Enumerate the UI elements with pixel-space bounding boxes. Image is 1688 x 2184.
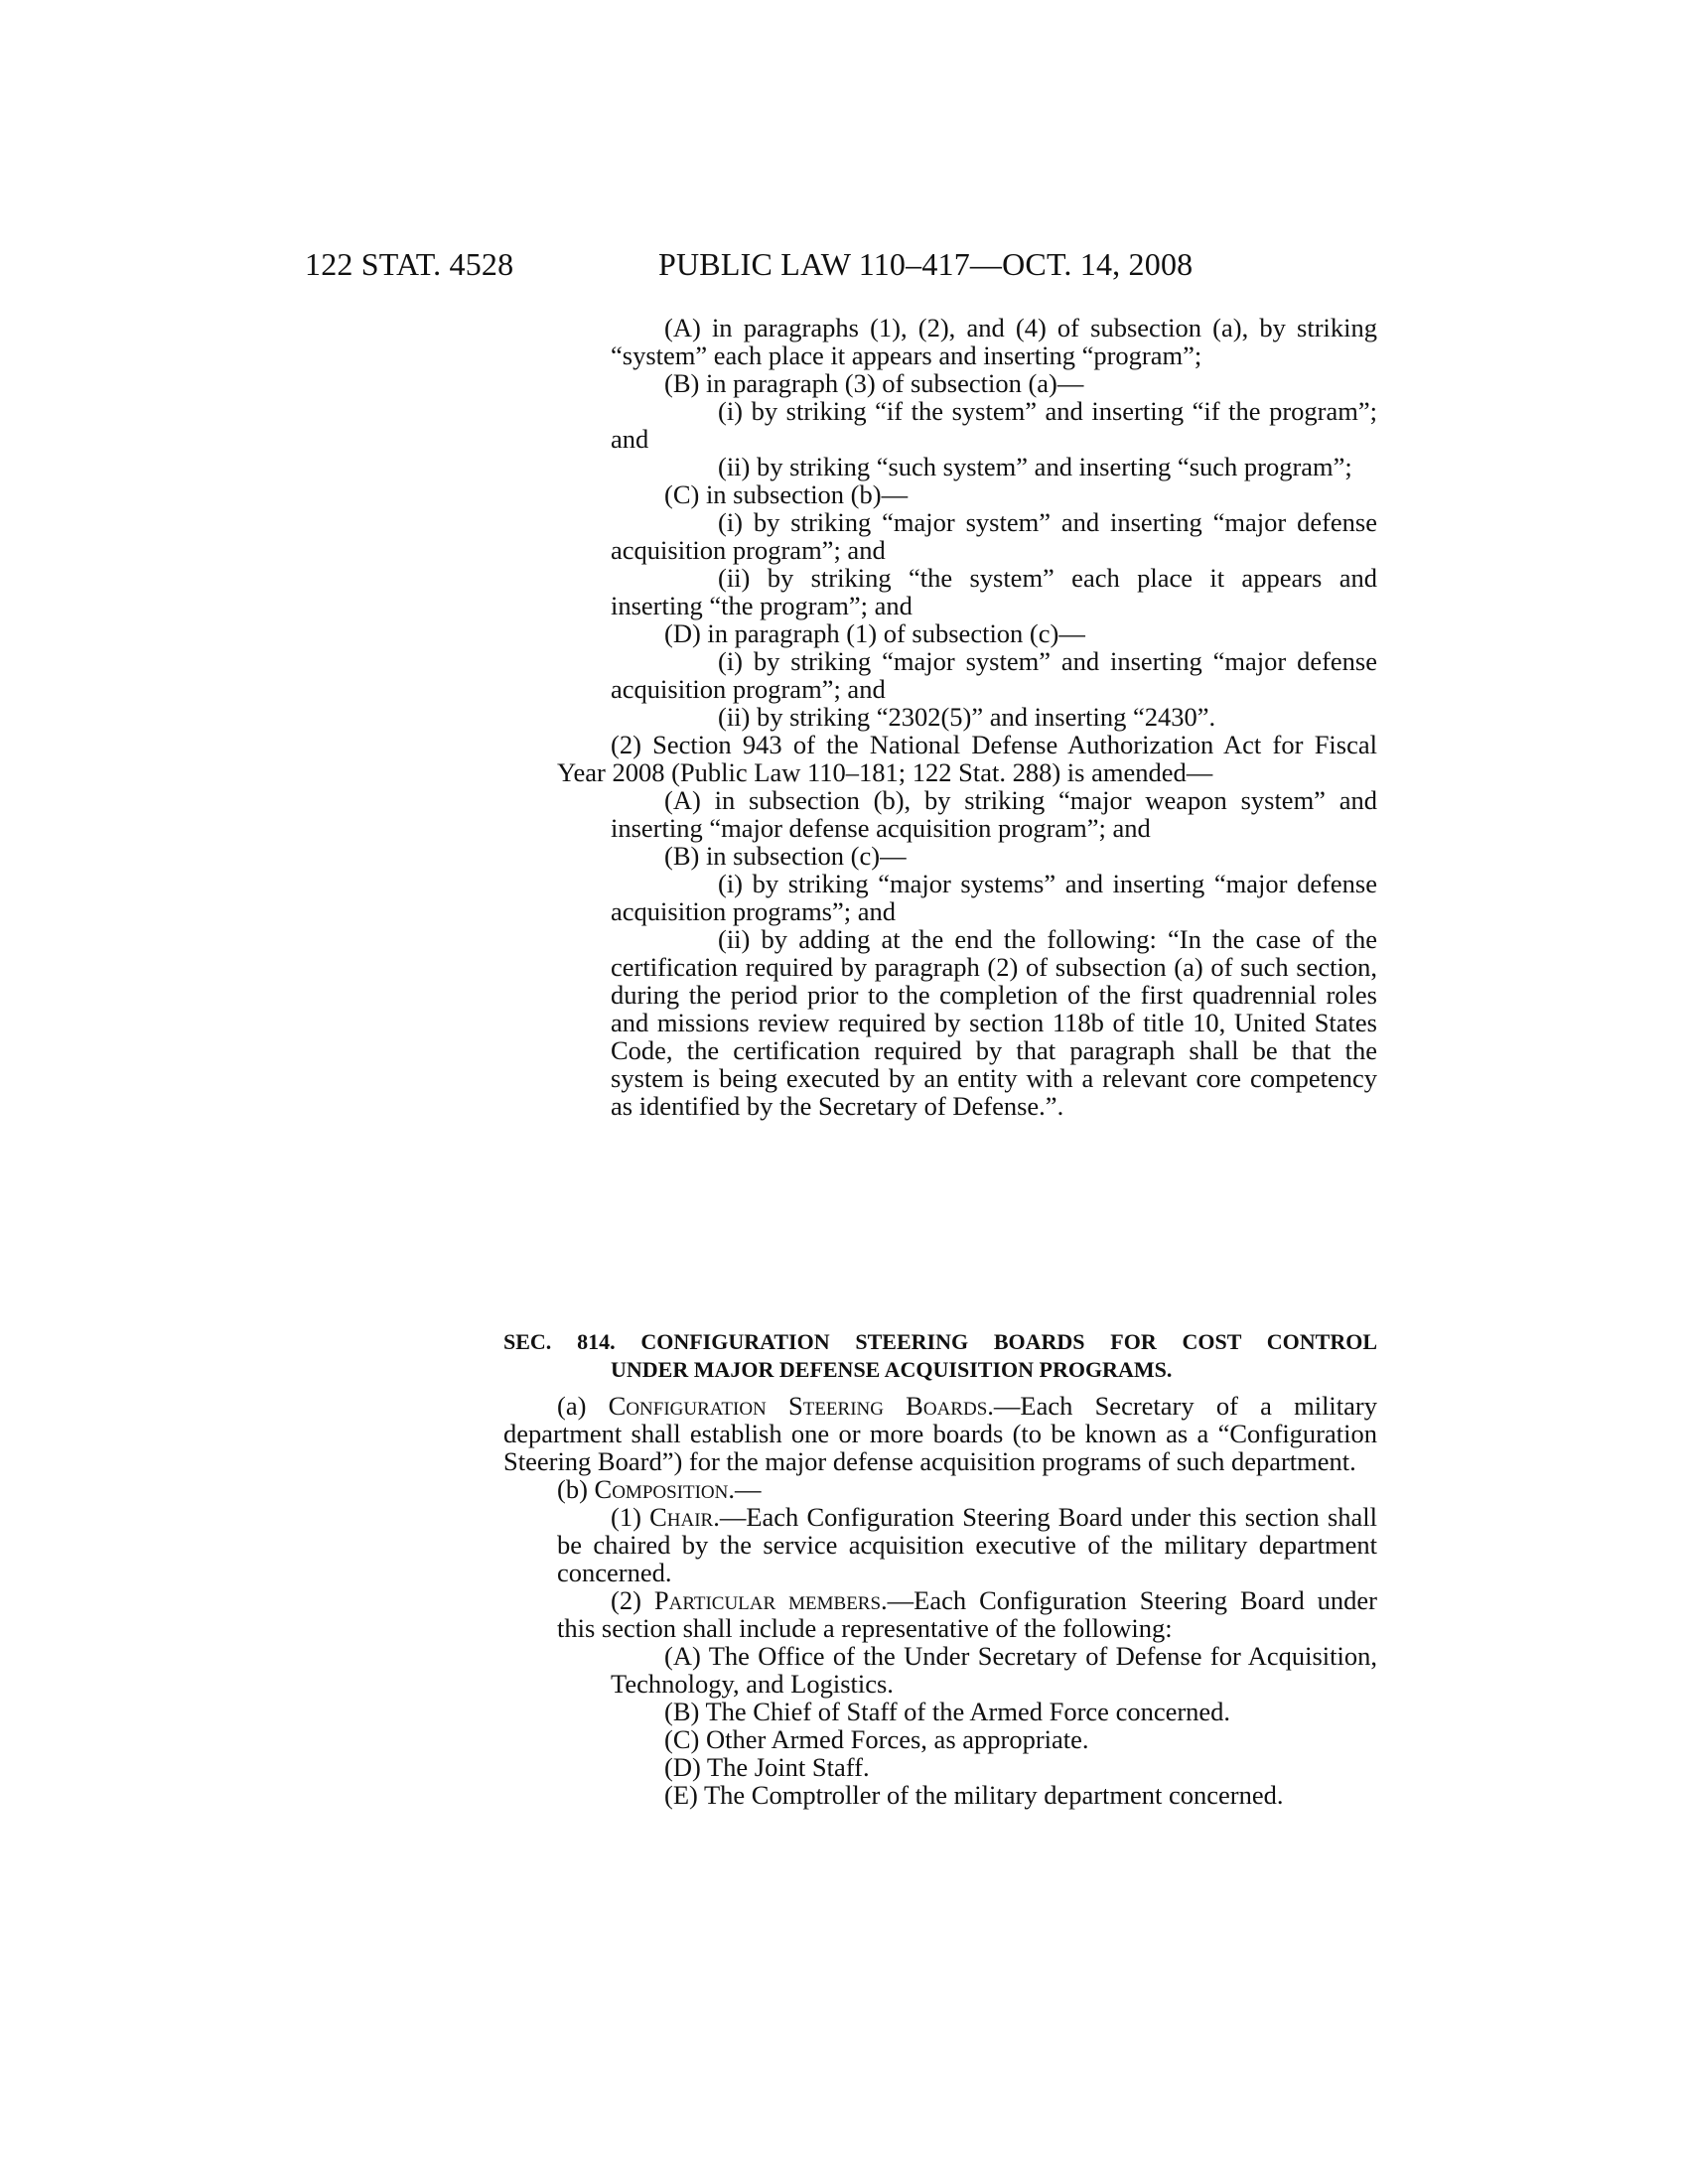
subsection-b-1: (1) Chair.—Each Configuration Steering Board under this section shall be chaired by the service acquisition executive of the military department concerned.: [557, 1502, 1377, 1587]
member-E: (E) The Comptroller of the military department concerned.: [664, 1780, 1284, 1810]
subsection-b-2: (2) Particular members.—Each Configuration Steering Board under this section shall include a representative of the following:: [557, 1585, 1378, 1643]
member-A: (A) The Office of the Under Secretary of Defense for Acquisition, Technology, and Logistics.: [611, 1641, 1377, 1699]
member-B: (B) The Chief of Staff of the Armed Force concerned.: [664, 1697, 1231, 1726]
clause-D-ii: (ii) by striking “2302(5)” and inserting “2430”.: [718, 702, 1216, 732]
section-heading: [503, 1328, 1377, 1384]
paragraph-2-B: (B) in subsection (c)—: [664, 841, 907, 871]
clause-C-i: (i) by striking “major system” and inserting “major defense acquisition program”; and: [611, 507, 1377, 565]
paragraph-2-B-ii: (ii) by adding at the end the following: “In the case of the certification required by paragraph (2) of subsection (a) of such section, during the period prior to the completion of the first quadrennial roles and missions review required by section 118b of title 10, United States Code, the certification required by that paragraph shall be that the system is being executed by an entity with a relevant core competency as identified by the Secretary of Defense.”.: [611, 924, 1377, 1121]
subsection-b: (b) Composition.—: [557, 1474, 762, 1504]
section-814-text: [503, 1392, 1377, 1809]
page-header: [0, 246, 1688, 286]
paragraph-2-A: (A) in subsection (b), by striking “major weapon system” and inserting “major defense acquisition program”; and: [611, 785, 1377, 843]
clause-B-i: (i) by striking “if the system” and inserting “if the program”; and: [611, 396, 1377, 454]
amendment-text: [503, 314, 1377, 1120]
subsection-a: (a) Configuration Steering Boards.—Each Secretary of a military department shall establish one or more boards (to be known as a “Configuration Steering Board”) for the major defense acquisition programs of such department.: [503, 1391, 1377, 1476]
clause-C: (C) in subsection (b)—: [664, 479, 909, 509]
paragraph-2-B-i: (i) by striking “major systems” and inserting “major defense acquisition programs”; and: [611, 869, 1377, 926]
clause-A: (A) in paragraphs (1), (2), and (4) of subsection (a), by striking “system” each place it appears and inserting “program”;: [611, 313, 1377, 370]
public-law-running-head: PUBLIC LAW 110–417—OCT. 14, 2008: [658, 246, 1194, 282]
section-heading-line2: UNDER MAJOR DEFENSE ACQUISITION PROGRAMS.: [611, 1357, 1173, 1382]
clause-D: (D) in paragraph (1) of subsection (c)—: [664, 618, 1085, 648]
paragraph-2: (2) Section 943 of the National Defense Authorization Act for Fiscal Year 2008 (Public Law 110–181; 122 Stat. 288) is amended—: [557, 730, 1377, 787]
member-C: (C) Other Armed Forces, as appropriate.: [664, 1724, 1089, 1754]
section-heading-line1: SEC. 814. CONFIGURATION STEERING BOARDS FOR COST CONTROL: [503, 1329, 1377, 1354]
clause-C-ii: (ii) by striking “the system” each place it appears and inserting “the program”; and: [611, 563, 1377, 620]
member-D: (D) The Joint Staff.: [664, 1752, 870, 1782]
stat-page-number: 122 STAT. 4528: [305, 246, 514, 282]
clause-B: (B) in paragraph (3) of subsection (a)—: [664, 368, 1084, 398]
clause-D-i: (i) by striking “major system” and inserting “major defense acquisition program”; and: [611, 646, 1377, 704]
clause-B-ii: (ii) by striking “such system” and inserting “such program”;: [718, 452, 1352, 481]
